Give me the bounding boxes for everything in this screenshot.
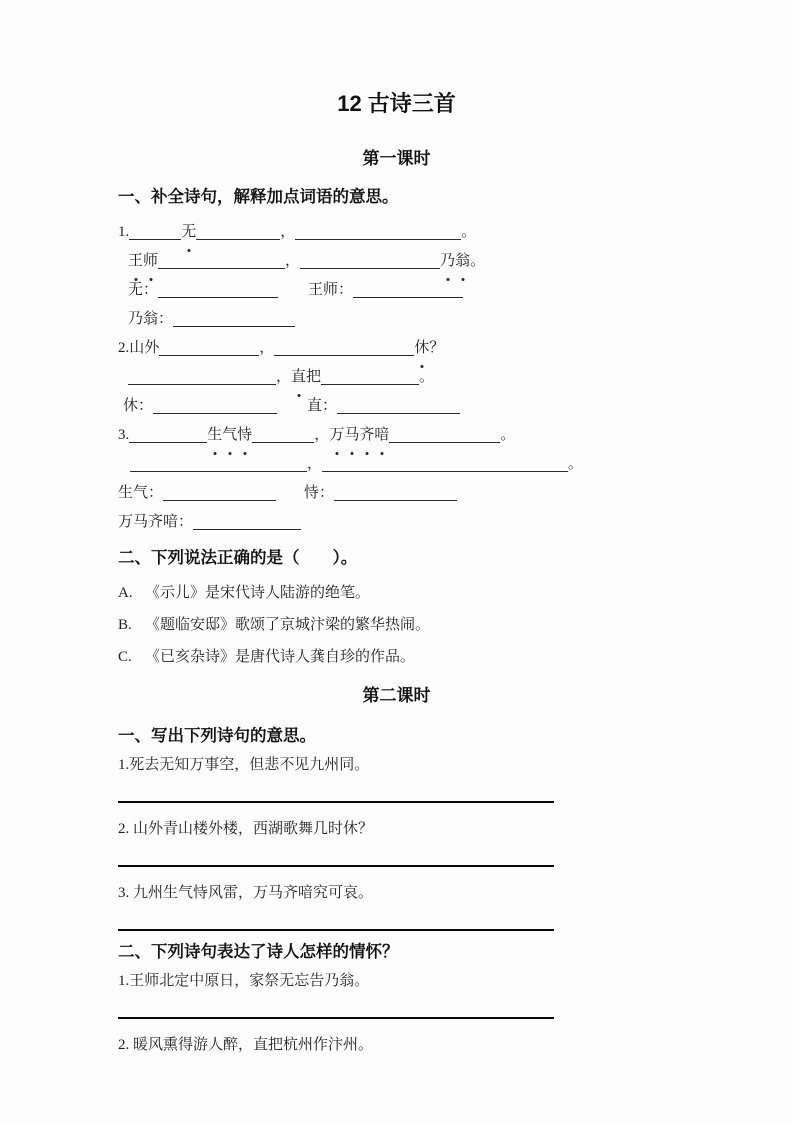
text-segment: 直： [307,398,338,414]
fill-blank [128,370,276,385]
text-segment: 。 [568,456,584,472]
text-segment: 。 [500,427,516,443]
fill-blank [322,457,568,472]
fill-in-row-2 [118,247,793,276]
dotted-char: 休 [414,334,429,363]
dotted-char: 马 [344,421,359,450]
part2-section2-heading: 二、下列诗句表达了诗人怎样的情怀？ [118,943,399,961]
spacer [118,380,128,381]
fill-blank [295,225,461,240]
text-segment: 乃翁： [128,311,174,327]
dotted-char: 师 [143,247,158,276]
fill-blank [389,428,500,443]
fill-blank [300,254,440,269]
fill-blank [158,254,285,269]
text-segment: 1. [118,224,130,240]
text-segment: ？ [429,340,445,356]
dotted-char: 万 [329,421,344,450]
fill-blank [163,486,276,501]
fill-in-area [118,218,793,537]
fill-blank [159,341,259,356]
option-b [118,609,793,641]
sentiment-questions [118,971,793,1056]
answer-line [118,929,554,931]
fill-blank [129,225,181,240]
fill-in-row-6 [118,363,793,392]
text-segment [181,224,196,240]
part2-section1-heading: 一、写出下列诗句的意思。 [118,727,316,745]
question-text: 3. 九州生气恃风雷，万马齐喑究可哀。 [118,885,374,901]
fill-in-row-8 [118,421,793,450]
answer-line [118,801,554,803]
spacer [118,293,128,294]
fill-in-row-11 [118,508,793,537]
option-c-label: C. [118,649,132,665]
fill-in-row-4 [118,305,793,334]
fill-blank [173,312,295,327]
fill-blank [321,370,419,385]
text-segment [207,427,252,443]
fill-in-row-7 [118,392,793,421]
fill-blank [130,457,307,472]
dotted-char: 翁 [455,247,470,276]
dotted-char: 齐 [359,421,374,450]
text-segment: ， [285,253,301,269]
fill-in-row-3 [118,276,793,305]
option-c [118,641,793,673]
dotted-char: 恃 [237,421,252,450]
question-text: 1.死去无知万事空，但悲不见九州同。 [118,757,370,773]
text-segment: ， [280,224,296,240]
dotted-char: 喑 [374,421,389,450]
fill-in-row-10 [118,479,793,508]
text-segment: 。 [461,224,477,240]
text-segment: 无： [128,282,159,298]
text-segment [329,427,389,443]
text-segment: ， [276,369,292,385]
dotted-char: 乃 [440,247,455,276]
dotted-char: 生 [207,421,222,450]
fill-blank [252,428,314,443]
question-text: 2. 暖风熏得游人醉，直把杭州作汴州。 [118,1037,374,1053]
fill-blank [153,399,277,414]
text-segment: 万马齐喑： [118,514,194,530]
fill-blank [334,486,457,501]
fill-blank [129,428,207,443]
text-segment: 把 [306,369,322,385]
option-b-label: B. [118,617,132,633]
question-text: 1.王师北定中原日，家祭无忘告乃翁。 [118,973,370,989]
dotted-char: 无 [181,218,196,247]
option-a-label: A. [118,585,133,601]
fill-in-row-9 [118,450,793,479]
spacer [276,496,304,497]
spacer [277,409,307,410]
text-segment: 2.山外 [118,340,160,356]
fill-blank [158,283,278,298]
text-segment: 恃： [304,485,335,501]
fill-blank [274,341,414,356]
text-segment: 3. [118,427,130,443]
dotted-char: 王 [128,247,143,276]
option-c-text: 《已亥杂诗》是唐代诗人龚自珍的作品。 [145,649,416,665]
dotted-char: 气 [222,421,237,450]
part1-section1-heading: 一、补全诗句，解释加点词语的意思。 [118,188,399,206]
text-segment: ， [259,340,275,356]
session-1-heading: 第一课时 [362,149,431,168]
answer-line [118,865,554,867]
text-segment: 王师： [308,282,354,298]
dotted-char: 直 [291,363,306,392]
text-segment [414,340,429,356]
text-segment: ， [314,427,330,443]
spacer [118,322,128,323]
meaning-questions [118,755,793,931]
fill-blank [196,225,280,240]
option-a [118,577,793,609]
text-segment [291,369,306,385]
part1-section2-heading: 二、下列说法正确的是（ ）。 [118,549,358,567]
spacer [278,293,308,294]
lesson-title: 12 古诗三首 [337,91,456,116]
fill-blank [353,283,463,298]
text-segment [128,253,158,269]
text-segment: 生气： [118,485,164,501]
spacer [118,467,130,468]
fill-blank [193,515,301,530]
multiple-choice-options [118,577,793,673]
fill-in-row-5 [118,334,793,363]
session-2-heading: 第二课时 [362,686,431,705]
option-a-text: 《示儿》是宋代诗人陆游的绝笔。 [145,585,371,601]
fill-blank [337,399,460,414]
option-b-text: 《题临安邸》歌颂了京城汴梁的繁华热闹。 [145,617,431,633]
text-segment: ， [307,456,323,472]
fill-in-row-1 [118,218,793,247]
text-segment [440,253,470,269]
text-segment: 休： [123,398,154,414]
text-segment: 。 [470,253,486,269]
answer-line [118,1017,554,1019]
question-text: 2. 山外青山楼外楼，西湖歌舞几时休？ [118,821,374,837]
text-segment: 。 [419,369,435,385]
spacer [118,264,128,265]
